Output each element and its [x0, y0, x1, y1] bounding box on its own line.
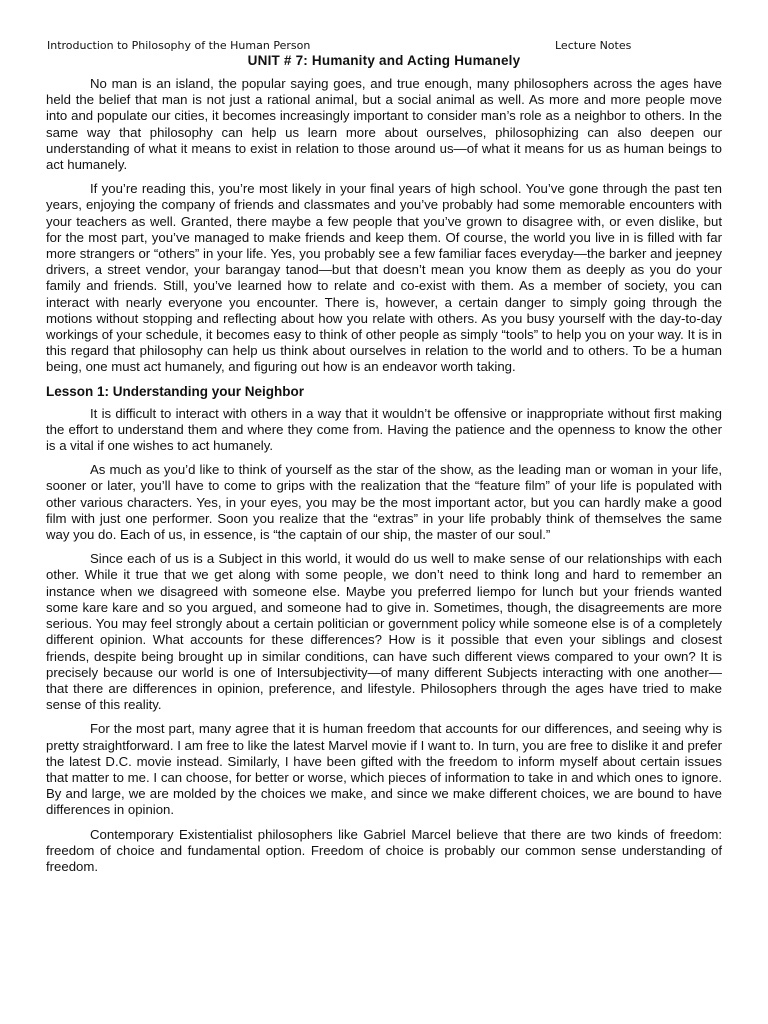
- lesson-paragraph-5: Contemporary Existentialist philosophers like Gabriel Marcel believe that there are two kinds of freedom: freedom of choice and fundamental option. Freedom of choice is probably our common sense understanding of freedom.: [46, 826, 722, 874]
- lesson-heading: Lesson 1: Understanding your Neighbor: [46, 383, 305, 399]
- intro-paragraph-2: If you’re reading this, you’re most likely in your final years of high school. You’ve gone through the past ten years, enjoying the company of friends and classmates and you’ve probably had some memorable encounters with your teachers as well. Granted, there maybe a few people that you’ve grown to disagree with, or even dislike, but for the most part, you’ve managed to make friends and keep them. Of course, the world you live in is filled with far more strangers or “others” in your life. Yes, you probably see a few familiar faces everyday—the barker and jeepney drivers, a street vendor, your barangay tanod—but that doesn’t mean you know them as deeply as you do your family and friends. Still, you’ve learned how to relate and co-exist with them. As a member of society, you can interact with nearly everyone you encounter. There is, however, a certain danger to simply going through the motions without stopping and reflecting about how you relate with others. As you busy yourself with the day-to-day workings of your schedule, it becomes easy to think of other people as simply “tools” to help you on your way. It is in this regard that philosophy can help us think about ourselves in relation to the world and to others. To be a human being, one must act humanely, and figuring out how is an endeavor worth taking.: [46, 181, 722, 375]
- lesson-paragraph-3: Since each of us is a Subject in this world, it would do us well to make sense of our relationships with each other. While it true that we get along with some people, we don’t need to think long and hard to remember an instance when we disagreed with someone else. Maybe you preferred liempo for lunch but your friends wanted some kare kare and so you argued, and someone had to give in. Sometimes, though, the disagreements are more serious. You may feel strongly about a certain politician or government policy while someone else is of a completely different opinion. What accounts for these differences? How is it possible that even your siblings and closest friends, despite being brought up in similar conditions, can have such different views compared to your own? It is precisely because our world is one of Intersubjectivity—of many different Subjects interacting with one another—that there are differences in opinion, preference, and lifestyle. Philosophers through the ages have tried to make sense of this reality.: [46, 551, 722, 713]
- intro-paragraph-1: No man is an island, the popular saying goes, and true enough, many philosophers across the ages have held the belief that man is not just a rational animal, but a social animal as well. As more and more people move into and populate our cities, it becomes increasingly important to consider man’s role as a neighbor to others. In the same way that philosophy can help us learn more about ourselves, philosophizing can also deepen our understanding of what it means to exist in relation to those around us—of what it means for us as human beings to act humanely.: [46, 76, 722, 173]
- course-title: Introduction to Philosophy of the Human Person: [47, 39, 311, 52]
- document-type: Lecture Notes: [555, 39, 632, 52]
- unit-title: UNIT # 7: Humanity and Acting Humanely: [247, 53, 521, 68]
- lesson-paragraph-4: For the most part, many agree that it is human freedom that accounts for our differences, and seeing why is pretty straightforward. I am free to like the latest Marvel movie if I want to. In turn, you are free to dislike it and prefer the latest D.C. movie instead. Similarly, I have been gifted with the freedom to inform myself about certain issues that matter to me. I can choose, for better or worse, which pieces of information to take in and which ones to ignore. By and large, we are molded by the choices we make, and since we make different choices, we are bound to have differences in opinion.: [46, 721, 722, 818]
- lesson-paragraph-1: It is difficult to interact with others in a way that it wouldn’t be offensive or inappropriate without first making the effort to understand them and where they come from. Having the patience and the openness to know the other is a vital if one wishes to act humanely.: [46, 405, 722, 454]
- lesson-paragraph-2: As much as you’d like to think of yourself as the star of the show, as the leading man or woman in your life, sooner or later, you’ll have to come to grips with the realization that the “feature film” of your life is populated with other various characters. Yes, in your eyes, you may be the most important actor, but you can hardly make a good film with just one performer. Soon you realize that the “extras” in your life probably think of themselves the same way you do. Each of us, in essence, is “the captain of our ship, the master of our soul.”: [46, 462, 722, 543]
- document-body: [46, 76, 722, 883]
